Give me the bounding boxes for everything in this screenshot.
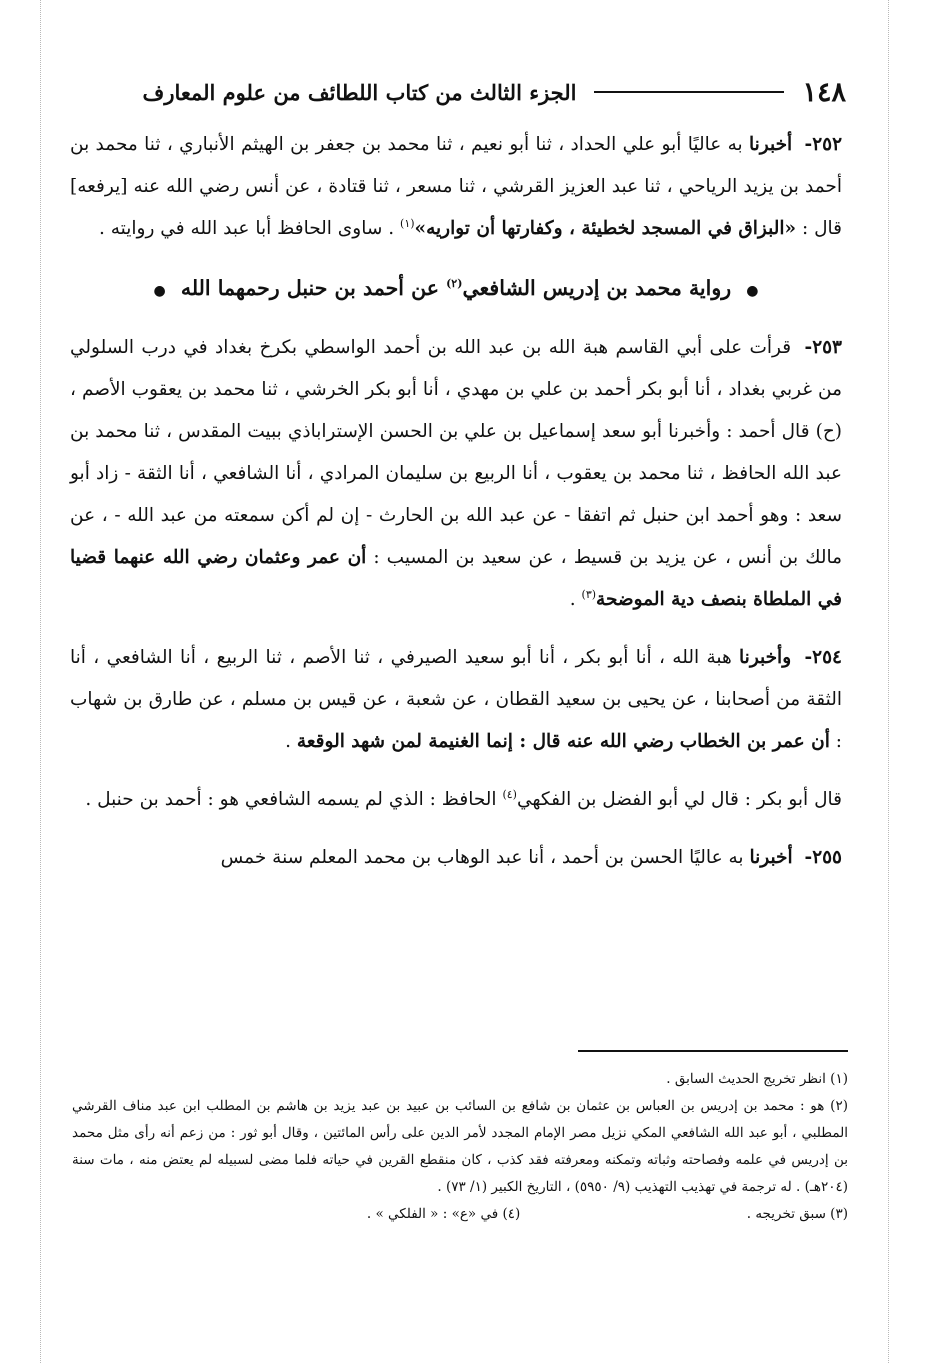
footnote-ref: (٤) — [502, 787, 517, 801]
page-header — [66, 62, 846, 122]
entry-number: ٢٥٤- — [804, 647, 842, 668]
entry-number: ٢٥٢- — [804, 134, 843, 155]
entry-tail: . — [569, 589, 576, 610]
footnote-rule — [578, 1050, 848, 1052]
entry-lead: أخبرنا — [749, 847, 793, 868]
heading-part-1: رواية محمد بن إدريس الشافعي — [462, 276, 732, 300]
isnad-text: هبة الله ، أنا أبو بكر ، أنا أبو سعيد الصيرفي ، ثنا الأصم ، ثنا الربيع ، أنا الشافعي ، أنا الثقة من أصحابنا ، عن يحيى بن سعيد القطان ، عن شعبة ، عن قيس بن مسلم ، عن طارق بن شهاب : — [70, 647, 842, 752]
entry-number: ٢٥٥- — [804, 847, 842, 868]
bullet-icon: ● — [153, 283, 166, 299]
bullet-icon: ● — [746, 283, 759, 299]
entry-255 — [70, 837, 842, 879]
entry-tail: . — [285, 731, 291, 752]
margin-dotted-line-right — [888, 0, 889, 1363]
note-part-1: قال أبو بكر : قال لي أبو الفضل بن الفكهي — [516, 789, 842, 810]
footnote-ref: (٢) — [446, 277, 463, 291]
header-rule — [594, 91, 784, 93]
page-number: ١٤٨ — [802, 76, 846, 108]
main-text — [70, 124, 842, 895]
entry-lead: أخبرنا — [749, 134, 793, 155]
footnotes — [72, 1050, 848, 1228]
note-part-2: الحافظ : الذي لم يسمه الشافعي هو : أحمد بن حنبل . — [85, 789, 497, 810]
heading-part-2: عن أحمد بن حنبل رحمهما الله — [180, 276, 439, 300]
footnote-4: (٤) في «ع» : « الفلكي » . — [366, 1206, 521, 1222]
hadith-text: أن عمر وعثمان رضي الله عنهما قضيا في الملطاة بنصف دية الموضحة — [70, 547, 842, 610]
entry-253 — [70, 327, 842, 621]
isnad-text: قرأت على أبي القاسم هبة الله بن عبد الله بن أحمد الواسطي بكرخ بغداد في درب السلولي من غربي بغداد ، أنا أبو بكر أحمد بن علي بن مهدي ، أنا أبو بكر الخرشي ، ثنا محمد بن يعقوب الأصم ، (ح) قال أحمد : وأخبرنا أبو سعد إسماعيل بن علي بن الحسن الإستراباذي ببيت المقدس ، ثنا محمد بن عبد الله الحافظ ، ثنا محمد بن يعقوب ، أنا الربيع بن سليمان المرادي ، أنا الشافعي ، أنا الثقة - زاد أبو سعد : وهو أحمد ابن حنبل ثم اتفقا - عن عبد الله بن الحارث - إن لم أكن سمعته من عبد الله - ، عن مالك بن أنس ، عن يزيد بن قسيط ، عن سعيد بن المسيب : — [70, 337, 842, 568]
footnote-2: (٢) هو : محمد بن إدريس بن العباس بن عثمان بن شافع بن السائب بن عبيد بن عبد يزيد بن هاشم بن المطلب ابن عبد مناف القرشي المطلبي ، أبو عبد الله الشافعي المكي نزيل مصر الإمام المجدد لأمر الدين على رأس المائتين ، وقال أبو ثور : من زعم أنه رأى مثل محمد بن إدريس في علمه وفصاحته وثباته وتمكنه ومعرفته فقد كذب ، كان منقطع القرين في حياته فلما مضى لسبيله لم يعتض منه ، مات سنة (٢٠٤هـ) . له ترجمة في تهذيب التهذيب (٩/ ٥٩٥٠) ، التاريخ الكبير (١/ ٧٣) . — [72, 1098, 848, 1195]
margin-dotted-line-left — [40, 0, 41, 1363]
editor-note — [70, 779, 842, 821]
hadith-text: «البزاق في المسجد لخطيئة ، وكفارتها أن تواريه» — [414, 218, 797, 239]
entry-lead: وأخبرنا — [739, 647, 792, 668]
footnote-row — [367, 1201, 848, 1228]
isnad-text: به عاليًا الحسن بن أحمد ، أنا عبد الوهاب بن محمد المعلم سنة خمس — [220, 847, 744, 868]
entry-254 — [70, 637, 842, 763]
running-title: الجزء الثالث من كتاب اللطائف من علوم المعارف — [142, 79, 577, 105]
section-heading — [70, 266, 842, 313]
entry-252 — [70, 124, 842, 250]
footnote-3: (٣) سبق تخريجه . — [746, 1206, 848, 1222]
isnad-text: به عاليًا أبو علي الحداد ، ثنا أبو نعيم ، ثنا محمد بن جعفر بن الهيثم الأنباري ، ثنا محمد بن أحمد بن يزيد الرياحي ، ثنا عبد العزيز القرشي ، ثنا مسعر ، ثنا قتادة ، عن أنس رضي الله عنه [يرفعه] قال : — [70, 134, 842, 239]
footnote-ref: (٣) — [581, 587, 597, 601]
footnote-ref: (١) — [400, 216, 415, 230]
footnote-1: (١) انظر تخريج الحديث السابق . — [666, 1071, 848, 1087]
entry-number: ٢٥٣- — [804, 337, 842, 358]
entry-tail: . ساوى الحافظ أبا عبد الله في روايته . — [99, 218, 395, 239]
hadith-text: أن عمر بن الخطاب رضي الله عنه قال : إنما الغنيمة لمن شهد الوقعة — [296, 731, 830, 752]
